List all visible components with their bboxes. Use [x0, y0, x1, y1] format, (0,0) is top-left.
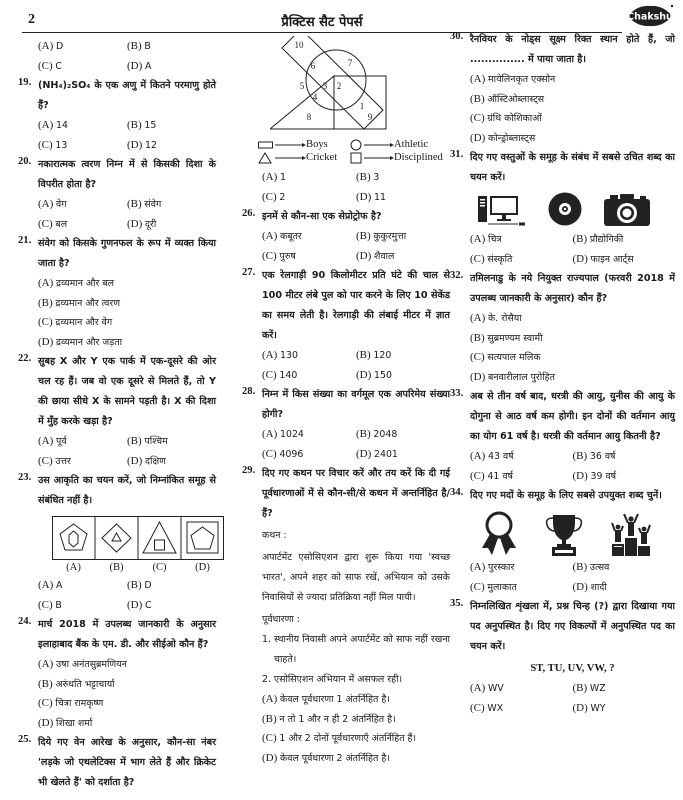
option[interactable]: (B) पश्चिम — [127, 435, 168, 447]
option[interactable]: (A) WV — [470, 682, 504, 694]
option[interactable]: (A) A — [38, 579, 63, 591]
question-number: 27. — [242, 267, 256, 278]
q18-options — [38, 37, 216, 76]
legend-label: Disciplined — [394, 152, 443, 163]
venn-number: 6 — [310, 61, 316, 71]
option[interactable]: (C) 4096 — [262, 447, 304, 460]
page-number: 2 — [28, 12, 35, 27]
question-text: एक रेलगाड़ी 90 किलोमीटर प्रति घंटे की चाल से 100 मीटर लंबे पुल को पार करने के लिए 10 सेकेंड का समय लेती है। रेलगाड़ी की लंबाई मीटर में ज्ञात करें। — [262, 270, 450, 341]
option[interactable]: (B) द्रव्यमान और त्वरण — [38, 296, 120, 309]
question-21 — [18, 234, 216, 352]
circle-legend-icon — [350, 139, 394, 151]
option[interactable]: (D) दूरी — [127, 217, 157, 230]
triangle-legend-icon — [258, 152, 306, 164]
option[interactable]: (A) के. रोसैया — [470, 312, 522, 324]
venn-legend — [258, 138, 450, 164]
question-19 — [18, 76, 216, 155]
option[interactable]: (B) प्रौद्योगिकी — [572, 233, 624, 245]
trophy-icon — [544, 512, 584, 556]
question-number: 24. — [18, 616, 32, 627]
option[interactable]: (C) B — [38, 598, 62, 611]
question-number: 30. — [450, 31, 464, 42]
question-number: 32. — [450, 270, 464, 281]
option[interactable]: (D) फाइन आर्ट्स — [572, 252, 634, 265]
option[interactable]: (A) द्रव्यमान और बल — [38, 277, 114, 289]
question-text: दिए गए वस्तुओं के समूह के संबंध में सबसे उचित शब्द का चयन करें। — [470, 152, 675, 183]
venn-number: 8 — [306, 112, 312, 122]
question-number: 29. — [242, 465, 256, 476]
option[interactable]: (B) 36 वर्ष — [572, 450, 616, 462]
chakshu-logo — [625, 3, 675, 29]
legend-item — [258, 138, 350, 151]
option[interactable]: (D) दक्षिण — [127, 454, 166, 467]
option[interactable]: (A) चित्र — [470, 233, 502, 245]
option[interactable]: (C) संस्कृति — [470, 252, 513, 265]
venn-number: 2 — [336, 81, 342, 91]
question-text: इनमें से कौन-सा एक सेप्रोट्रोफ है? — [262, 211, 382, 222]
option[interactable]: (A) 14 — [38, 119, 68, 131]
question-number: 22. — [18, 353, 32, 364]
venn-number: 3 — [322, 81, 328, 91]
option[interactable]: (A) 130 — [262, 349, 298, 361]
question-34 — [450, 486, 675, 597]
option[interactable]: (A) 1024 — [262, 428, 304, 440]
question-number: 25. — [18, 734, 32, 745]
computer-icon — [478, 194, 526, 226]
figure-b — [102, 524, 131, 552]
question-text: मार्च 2018 में उपलब्ध जानकारी के अनुसार इलाहाबाद बैंक के एम. डी. और सीईओ कौन हैं? — [38, 619, 216, 650]
option[interactable]: (C) 1 और 2 दोनों पूर्वधारणाएँ अंतर्निहित हैं। — [262, 732, 417, 744]
option[interactable]: (B) उत्सव — [572, 561, 610, 573]
series-text: ST, TU, UV, VW, ? — [530, 663, 615, 674]
q31-icons — [478, 192, 675, 226]
question-number: 35. — [450, 598, 464, 609]
question-number: 23. — [18, 472, 32, 483]
figure-d — [187, 522, 218, 553]
question-number: 28. — [242, 386, 256, 397]
venn-number: 10 — [294, 40, 304, 50]
question-text: तमिलनाडु के नये नियुक्त राज्यपाल (फरवरी 2018 में उपलब्ध जानकारी के अनुसार) कौन हैं? — [470, 273, 675, 304]
question-text: निम्न में किस संख्या का वर्गमूल एक अपरिमेय संख्या होगी? — [262, 389, 450, 420]
question-35 — [450, 597, 675, 718]
option[interactable]: (C) ग्रंथि कोशिकाओं — [470, 112, 542, 124]
option[interactable]: (C) द्रव्यमान और वेग — [38, 316, 113, 328]
option[interactable]: (A) कबूतर — [262, 230, 302, 242]
question-33 — [450, 387, 675, 486]
question-number: 19. — [18, 77, 32, 88]
option[interactable]: (D) शैवाल — [356, 249, 395, 262]
option[interactable]: (B) 3 — [356, 171, 380, 183]
legend-item — [350, 151, 446, 164]
option[interactable]: (D) A — [127, 59, 152, 72]
figure-c — [143, 522, 176, 553]
question-30 — [450, 30, 675, 148]
option[interactable]: (D) 11 — [356, 190, 386, 203]
option[interactable]: (D) शादी — [572, 580, 607, 593]
question-text: दिए गए मदों के समूह के लिए सबसे उपयुक्त शब्द चुनें। — [470, 490, 662, 501]
question-23 — [18, 471, 216, 615]
figure-label: (C) — [152, 562, 167, 573]
figure-a — [60, 524, 87, 550]
venn-number: 5 — [299, 81, 305, 91]
square-legend-icon — [350, 152, 394, 164]
figure-label: (A) — [66, 562, 81, 573]
question-29 — [242, 464, 450, 768]
question-text: रैनवियर के नोड्स सूक्ष्म रिक्त स्थान होते हैं, जो ............... में पाया जाता है। — [470, 34, 675, 65]
option[interactable]: (D) केवल पूर्वधारणा 2 अंतर्निहित है। — [262, 751, 390, 764]
column-2 — [242, 36, 450, 768]
option[interactable]: (B) B — [127, 40, 151, 52]
option[interactable]: (B) न तो 1 और न ही 2 अंतर्निहित है। — [262, 712, 396, 725]
question-number: 26. — [242, 208, 256, 219]
option[interactable]: (D) शिखा शर्मा — [38, 716, 93, 729]
question-text: (NH₄)₂SO₄ के एक अणु में कितने परमाणु होते हैं? — [38, 80, 216, 111]
camera-icon — [604, 194, 650, 226]
question-26 — [242, 207, 450, 266]
option[interactable]: (C) 2 — [262, 190, 286, 203]
option[interactable]: (B) ऑस्टिओब्लास्ट्स — [470, 92, 545, 105]
option[interactable]: (B) अरुंधति भट्टाचार्या — [38, 677, 115, 690]
assumption-label: पूर्वधारणा : — [262, 614, 300, 625]
legend-item — [258, 151, 350, 164]
question-number: 31. — [450, 149, 464, 160]
assumption: 2. एसोसिएशन अभियान में असफल रही। — [262, 674, 403, 685]
option[interactable]: (D) 12 — [127, 138, 157, 151]
option[interactable]: (C) बल — [38, 217, 68, 230]
option[interactable]: (C) C — [38, 59, 62, 72]
option[interactable]: (C) 13 — [38, 138, 68, 151]
option[interactable]: (C) मुलाकात — [470, 580, 517, 593]
option[interactable]: (A) मायेलिनकृत एक्सोन — [470, 73, 556, 85]
option[interactable]: (D) C — [127, 598, 152, 611]
option[interactable]: (A) वेग — [38, 198, 67, 210]
option[interactable]: (B) 120 — [356, 349, 392, 361]
running-title: प्रैक्टिस सैट पेपर्स — [281, 15, 363, 30]
question-text: निम्नलिखित शृंखला में, प्रश्न चिन्ह (?) द्वारा दिखाया गया पद अनुपस्थित है। दिए गए विकल्पों में अनुपस्थित पद का चयन करें। — [470, 601, 675, 652]
option[interactable]: (C) 41 वर्ष — [470, 469, 513, 482]
q34-icons — [480, 510, 675, 556]
option[interactable]: (B) WZ — [572, 682, 606, 694]
page-header — [22, 6, 622, 33]
assumption: 1. स्थानीय निवासी अपने अपार्टमेंट को साफ नहीं रखना चाहते। — [262, 634, 450, 665]
question-number: 33. — [450, 388, 464, 399]
question-text: सुबह X और Y एक पार्क में एक-दूसरे की ओर चल रह हैं। जब वो एक दूसरे से मिलते हैं, तो Y की छाया सीधे X के सामने पड़ती है। X की दिशा में मुँह करके खड़ा है? — [38, 356, 216, 427]
question-text: अब से तीन वर्ष बाद, धरत्री की आयु, युनीस की आयु के दोगुना से आठ वर्ष कम होगी। इन दोनों की वर्तमान आयु का योग 61 वर्ष है। धरत्री की वर्तमान आयु कितनी है? — [470, 391, 675, 442]
option[interactable]: (B) संवेग — [127, 198, 162, 210]
option[interactable]: (C) WX — [470, 701, 504, 714]
venn-number: 7 — [347, 58, 353, 68]
venn-number: 4 — [312, 92, 318, 102]
question-number: 21. — [18, 235, 32, 246]
question-32 — [450, 269, 675, 387]
podium-icon — [610, 512, 652, 556]
option[interactable]: (C) उत्तर — [38, 454, 71, 467]
statement-text: अपार्टमेंट एसोसिएशन द्वारा शुरू किया गया 'स्वच्छ भारत', अपने शहर को साफ रखें, अभियान को उसके निवासियों से ज्यादा प्रतिक्रिया नहीं मिल पायी। — [262, 552, 450, 603]
option[interactable]: (A) पुरस्कार — [470, 561, 515, 573]
option[interactable]: (C) पुरुष — [262, 249, 296, 262]
option[interactable]: (C) 140 — [262, 368, 298, 381]
question-text: दिये गए वेन आरेख के अनुसार, कौन-सा नंबर 'लड़के जो एथलेटिक्स में भाग लेते हैं और क्रिकेट भी खेलते हैं' को दर्शाता है? — [38, 737, 216, 788]
statement-label: कथन : — [262, 530, 287, 541]
question-text: दिए गए कथन पर विचार करें और तय करें कि दी गई पूर्वधारणाओं में से कौन-सी/से कथन में अन्तर्निहित है/हैं? — [262, 468, 450, 519]
question-text: उस आकृति का चयन करें, जो निम्नांकित समूह से संबंधित नहीं है। — [38, 475, 216, 506]
column-1 — [18, 36, 216, 793]
q23-figure-labels — [52, 560, 224, 576]
question-text: संवेग को किसके गुणनफल के रूप में व्यक्त किया जाता है? — [38, 238, 216, 269]
option[interactable]: (A) 43 वर्ष — [470, 450, 514, 462]
option[interactable]: (A) केवल पूर्वधारणा 1 अंतर्निहित है। — [262, 693, 390, 705]
question-20 — [18, 155, 216, 234]
option[interactable]: (D) द्रव्यमान और जड़ता — [38, 335, 123, 348]
option[interactable]: (D) 39 वर्ष — [572, 469, 617, 482]
q23-figure-strip — [52, 516, 216, 560]
option[interactable]: (A) उषा अनंतसुब्रमणियन — [38, 658, 127, 670]
option[interactable]: (D) 150 — [356, 368, 392, 381]
option[interactable]: (B) 15 — [127, 119, 157, 131]
question-24 — [18, 615, 216, 733]
svg-text:Chakshu: Chakshu — [627, 11, 673, 23]
legend-item — [350, 138, 446, 151]
question-25 — [18, 733, 216, 793]
option[interactable]: (A) D — [38, 40, 64, 52]
option[interactable]: (D) कोन्ड्रोब्लास्ट्स — [470, 131, 536, 144]
question-31 — [450, 148, 675, 269]
figure-label: (D) — [195, 562, 210, 573]
venn-diagram — [270, 36, 450, 134]
medal-icon — [480, 510, 518, 556]
legend-label: Boys — [306, 139, 328, 150]
venn-number: 1 — [359, 101, 365, 111]
option[interactable]: (A) 1 — [262, 171, 286, 183]
question-28 — [242, 385, 450, 464]
option[interactable]: (B) D — [127, 579, 152, 591]
option[interactable]: (B) 2048 — [356, 428, 398, 440]
figure-label: (B) — [109, 562, 124, 573]
venn-number: 9 — [367, 112, 373, 122]
column-3 — [450, 30, 675, 718]
legend-label: Athletic — [394, 139, 429, 150]
question-27 — [242, 266, 450, 385]
question-number: 34. — [450, 487, 464, 498]
option[interactable]: (A) पूर्व — [38, 435, 67, 447]
legend-label: Cricket — [306, 152, 338, 163]
option[interactable]: (D) WY — [572, 701, 606, 714]
option[interactable]: (C) सत्यपाल मलिक — [470, 351, 541, 363]
question-22 — [18, 352, 216, 471]
option[interactable]: (B) कुकुरमुत्ता — [356, 230, 407, 242]
option[interactable]: (B) सुब्रमण्यम स्वामी — [470, 331, 543, 344]
disc-icon — [548, 192, 582, 226]
option[interactable]: (D) बनवारीलाल पुरोहित — [470, 370, 555, 383]
rectangle-legend-icon — [258, 140, 306, 150]
question-number: 20. — [18, 156, 32, 167]
option[interactable]: (D) 2401 — [356, 447, 398, 460]
option[interactable]: (C) चित्रा रामकृष्ण — [38, 697, 104, 709]
question-text: नकारात्मक त्वरण निम्न में से किसकी दिशा के विपरीत होता है? — [38, 159, 216, 190]
